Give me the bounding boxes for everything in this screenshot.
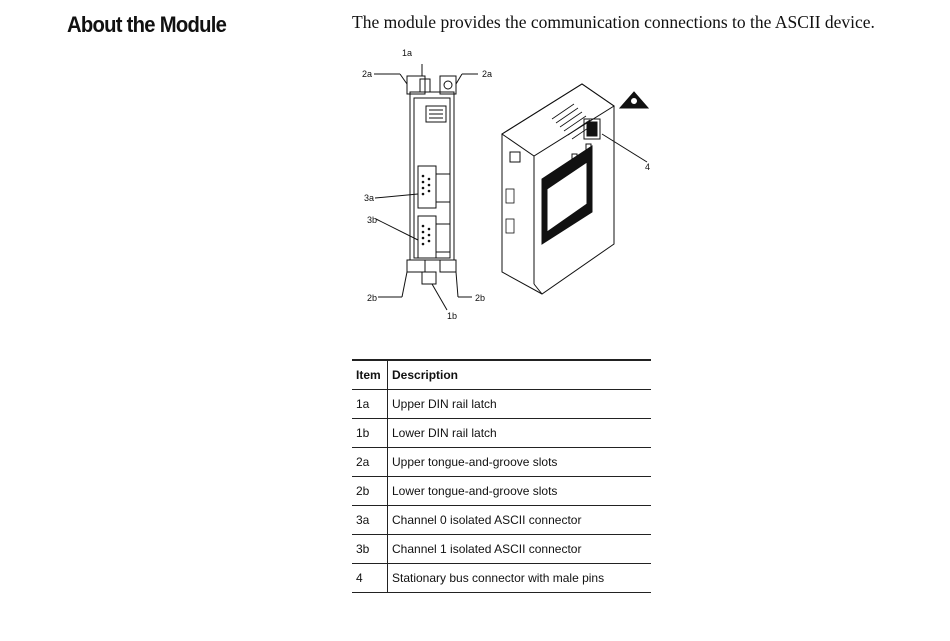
table-header-row xyxy=(352,360,651,390)
callout-3b: 3b xyxy=(367,215,378,225)
cell-description: Channel 0 isolated ASCII connector xyxy=(388,506,652,535)
cell-item: 3a xyxy=(352,506,388,535)
item-description-table xyxy=(352,359,651,593)
cell-item: 3b xyxy=(352,535,388,564)
table-row xyxy=(352,390,651,419)
cell-item: 4 xyxy=(352,564,388,593)
cell-item: 2b xyxy=(352,477,388,506)
header-item: Item xyxy=(352,360,388,390)
cell-item: 1b xyxy=(352,419,388,448)
module-front-view xyxy=(407,76,456,284)
module-3d-view xyxy=(502,84,614,294)
callout-2a-right: 2a xyxy=(482,69,493,79)
table-row xyxy=(352,506,651,535)
callout-4: 4 xyxy=(645,162,651,172)
section-heading: About the Module xyxy=(67,12,227,37)
callout-2b-left: 2b xyxy=(367,293,378,303)
callout-1b: 1b xyxy=(447,311,458,321)
table-row xyxy=(352,448,651,477)
module-figure xyxy=(352,44,662,329)
cell-description: Stationary bus connector with male pins xyxy=(388,564,652,593)
table-row xyxy=(352,419,651,448)
callout-3a: 3a xyxy=(364,193,375,203)
intro-paragraph: The module provides the communication connections to the ASCII device. xyxy=(352,12,875,32)
callout-1a: 1a xyxy=(402,48,413,58)
callout-2b-right: 2b xyxy=(475,293,486,303)
callout-2a-left: 2a xyxy=(362,69,373,79)
table-row xyxy=(352,477,651,506)
esd-warning-icon xyxy=(620,92,648,108)
cell-description: Upper DIN rail latch xyxy=(388,390,652,419)
cell-description: Lower DIN rail latch xyxy=(388,419,652,448)
cell-item: 2a xyxy=(352,448,388,477)
cell-item: 1a xyxy=(352,390,388,419)
cell-description: Lower tongue-and-groove slots xyxy=(388,477,652,506)
table-row xyxy=(352,564,651,593)
cell-description: Upper tongue-and-groove slots xyxy=(388,448,652,477)
header-description: Description xyxy=(388,360,652,390)
table-row xyxy=(352,535,651,564)
cell-description: Channel 1 isolated ASCII connector xyxy=(388,535,652,564)
